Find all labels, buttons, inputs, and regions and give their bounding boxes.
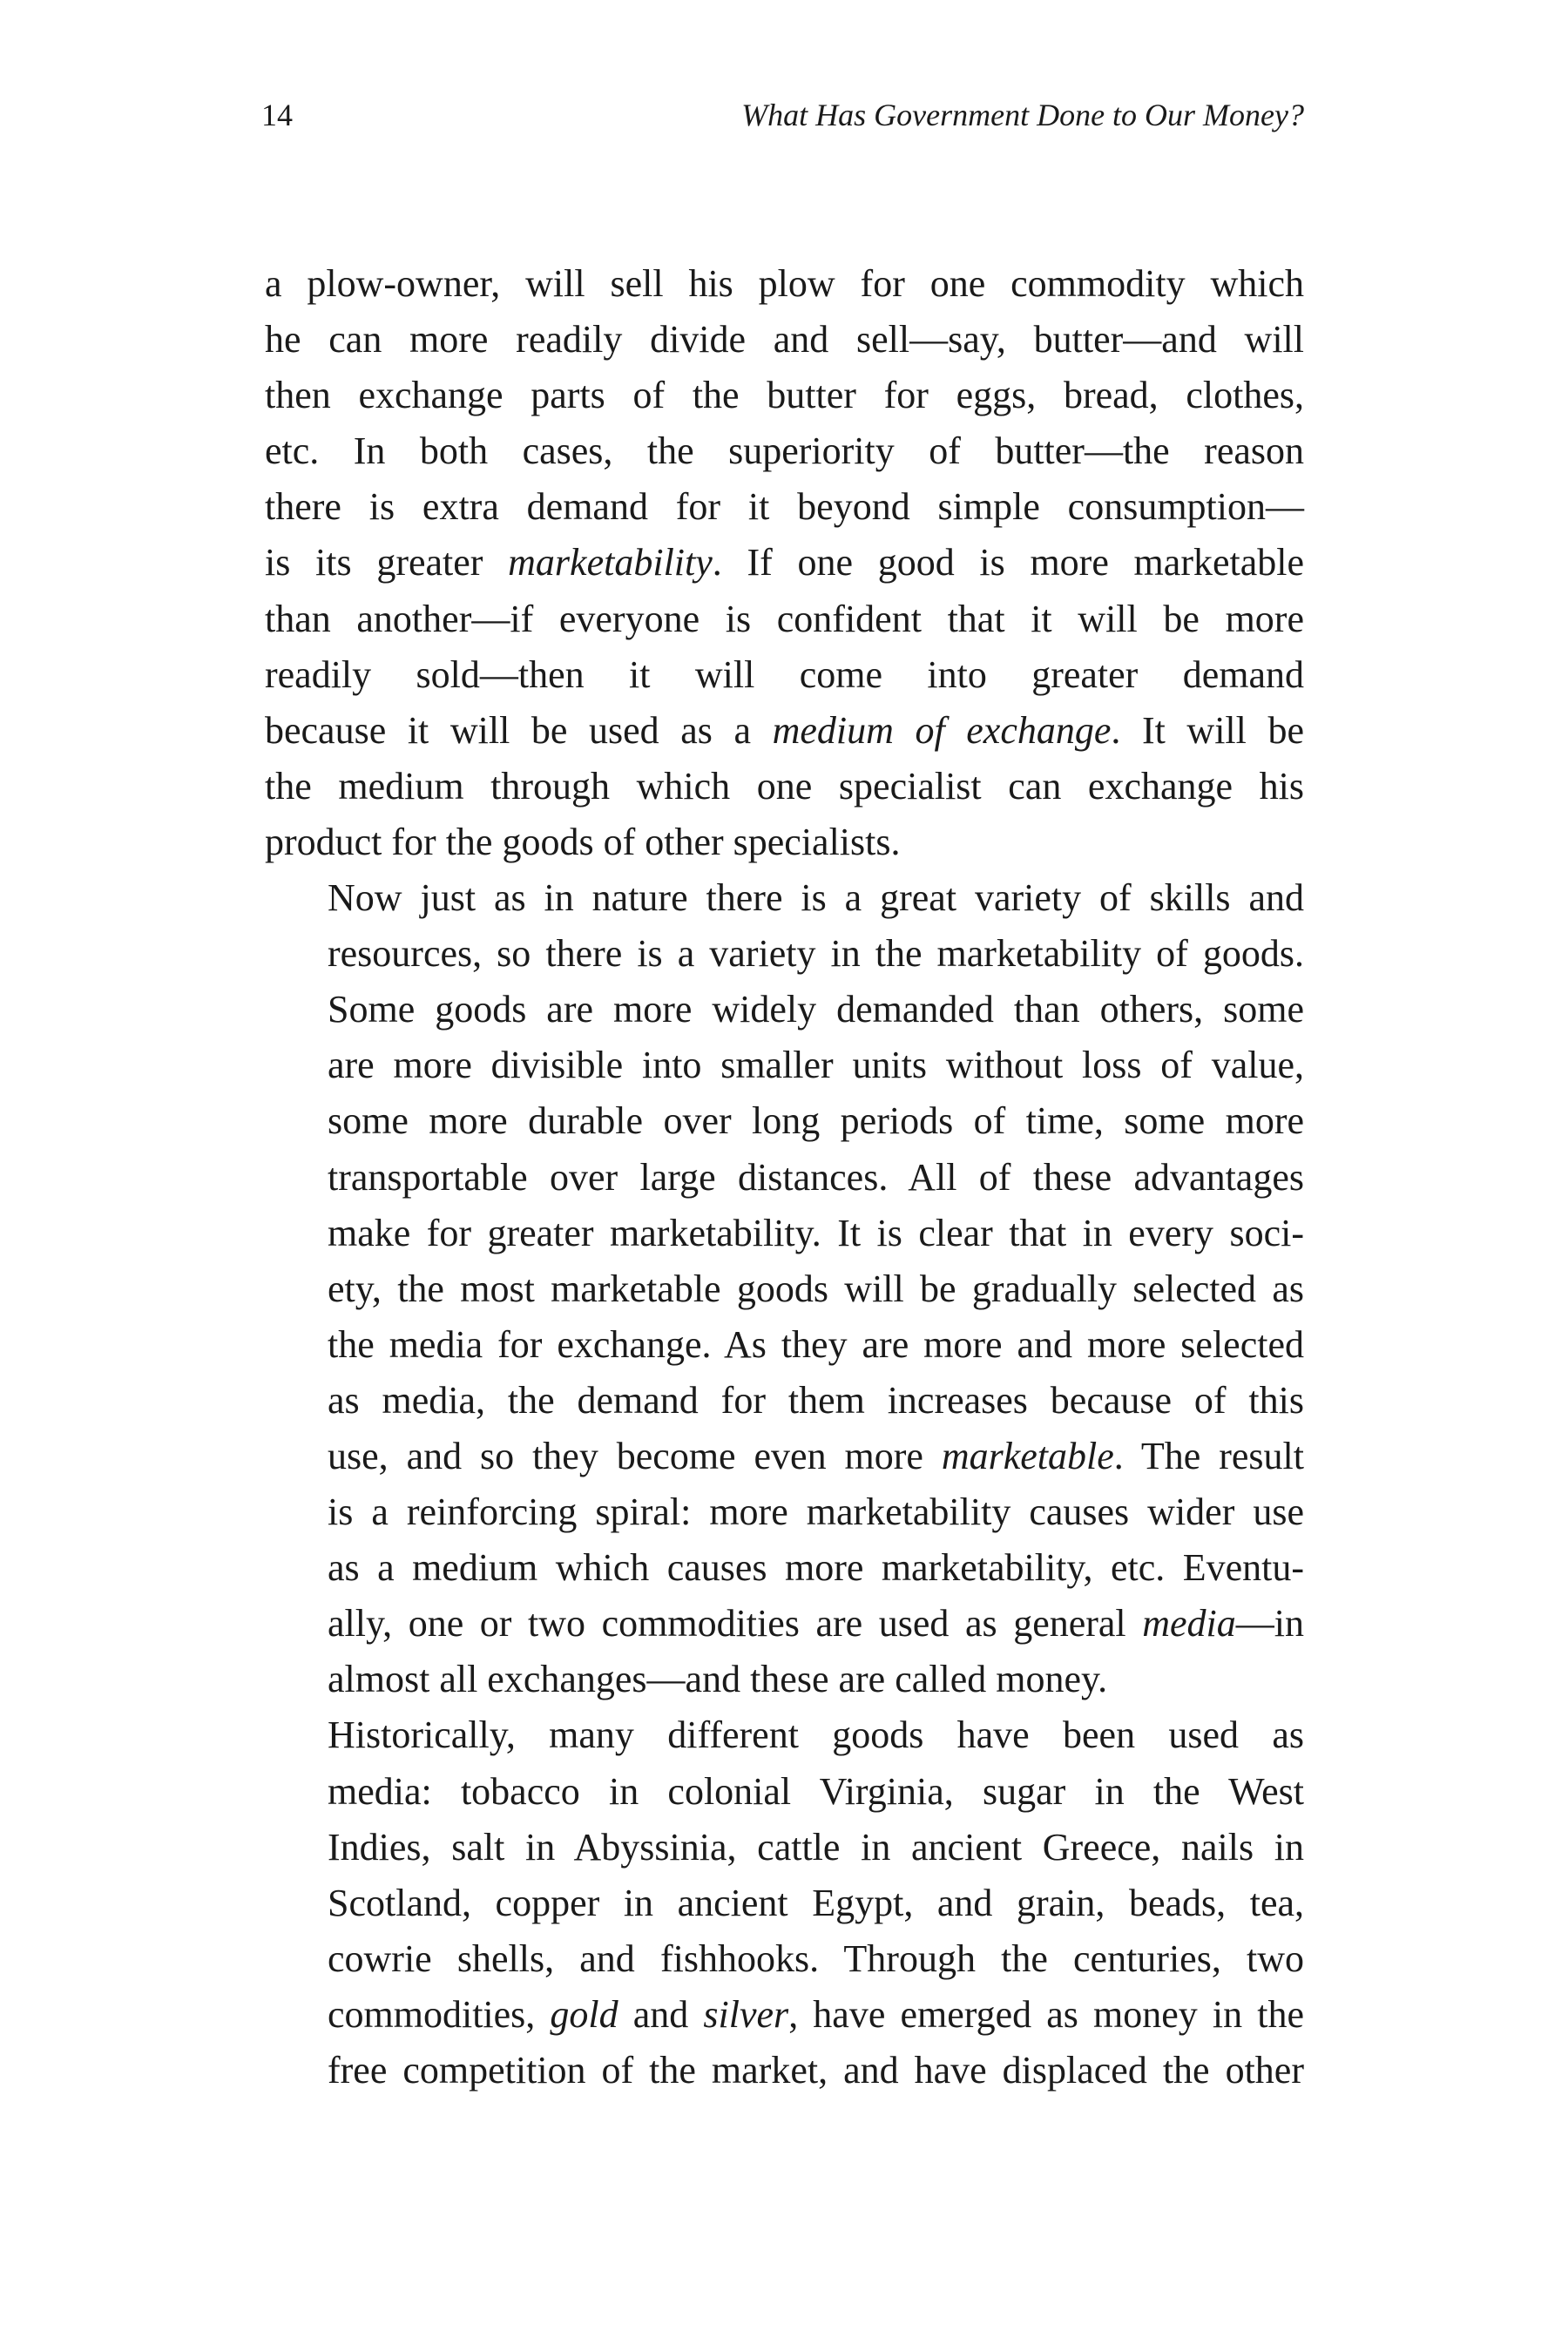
- body-text: [265, 256, 1304, 2099]
- text-line: almost all exchanges—and these are called money.: [328, 1658, 1108, 1701]
- text-line: Some goods are more widely demanded than others, some: [328, 988, 1304, 1031]
- running-header: [261, 89, 1304, 141]
- text-line: he can more readily divide and sell—say, butter—and will: [265, 318, 1304, 362]
- text-line: cowrie shells, and fishhooks. Through the centuries, two: [328, 1936, 1304, 1980]
- paragraph: [265, 870, 1304, 1707]
- text-line: ally, one or two commodities are used as general media—in: [328, 1602, 1304, 1646]
- text-line: Scotland, copper in ancient Egypt, and grain, beads, tea,: [328, 1881, 1304, 1924]
- emphasized-term: media: [1142, 1602, 1236, 1646]
- text-line: because it will be used as a medium of exchange. It will be: [265, 708, 1304, 752]
- emphasized-term: gold: [550, 1992, 618, 2036]
- text-line: etc. In both cases, the superiority of butter—the reason: [265, 429, 1304, 473]
- text-line: use, and so they become even more marketable. The result: [328, 1434, 1304, 1477]
- text-line: the media for exchange. As they are more and more selected: [328, 1322, 1304, 1366]
- text-line: resources, so there is a variety in the marketability of goods.: [328, 932, 1304, 976]
- running-title: What Has Government Done to Our Money?: [741, 98, 1304, 132]
- text-line: some more durable over long periods of time, some more: [328, 1099, 1304, 1143]
- text-line: transportable over large distances. All of these advantages: [328, 1155, 1304, 1199]
- text-line: the medium through which one specialist can exchange his: [265, 764, 1304, 808]
- text-line: readily sold—then it will come into greater demand: [265, 652, 1304, 696]
- emphasized-term: medium of exchange: [772, 708, 1112, 752]
- emphasized-term: silver: [703, 1992, 789, 2036]
- text-line: is its greater marketability. If one good is more marketable: [265, 541, 1305, 585]
- text-line: make for greater marketability. It is clear that in every soci-: [328, 1211, 1304, 1254]
- text-line: as media, the demand for them increases because of this: [328, 1378, 1304, 1422]
- text-line: is a reinforcing spiral: more marketability causes wider use: [328, 1490, 1304, 1534]
- text-line: free competition of the market, and have displaced the other: [328, 2049, 1304, 2092]
- emphasized-term: marketability: [508, 541, 713, 585]
- text-line: then exchange parts of the butter for eggs, bread, clothes,: [265, 374, 1304, 417]
- text-line: are more divisible into smaller units without loss of value,: [328, 1044, 1304, 1087]
- text-line: product for the goods of other specialists.: [265, 820, 901, 863]
- paragraph: [265, 256, 1304, 870]
- text-line: as a medium which causes more marketability, etc. Eventu-: [328, 1546, 1304, 1590]
- text-line: there is extra demand for it beyond simple consumption—: [265, 485, 1304, 529]
- text-line: Historically, many different goods have been used as: [328, 1713, 1304, 1757]
- text-line: a plow-owner, will sell his plow for one commodity which: [265, 262, 1304, 305]
- text-line: media: tobacco in colonial Virginia, sugar in the West: [328, 1769, 1304, 1813]
- text-line: Indies, salt in Abyssinia, cattle in ancient Greece, nails in: [328, 1825, 1304, 1869]
- paragraph: [265, 1707, 1304, 2099]
- page-number: 14: [261, 98, 293, 132]
- text-line: ety, the most marketable goods will be gradually selected as: [328, 1267, 1304, 1310]
- text-line: than another—if everyone is confident that it will be more: [265, 597, 1304, 640]
- text-line: Now just as in nature there is a great variety of skills and: [328, 876, 1304, 920]
- text-line: commodities, gold and silver, have emerged as money in the: [328, 1992, 1304, 2036]
- emphasized-term: marketable: [941, 1434, 1114, 1477]
